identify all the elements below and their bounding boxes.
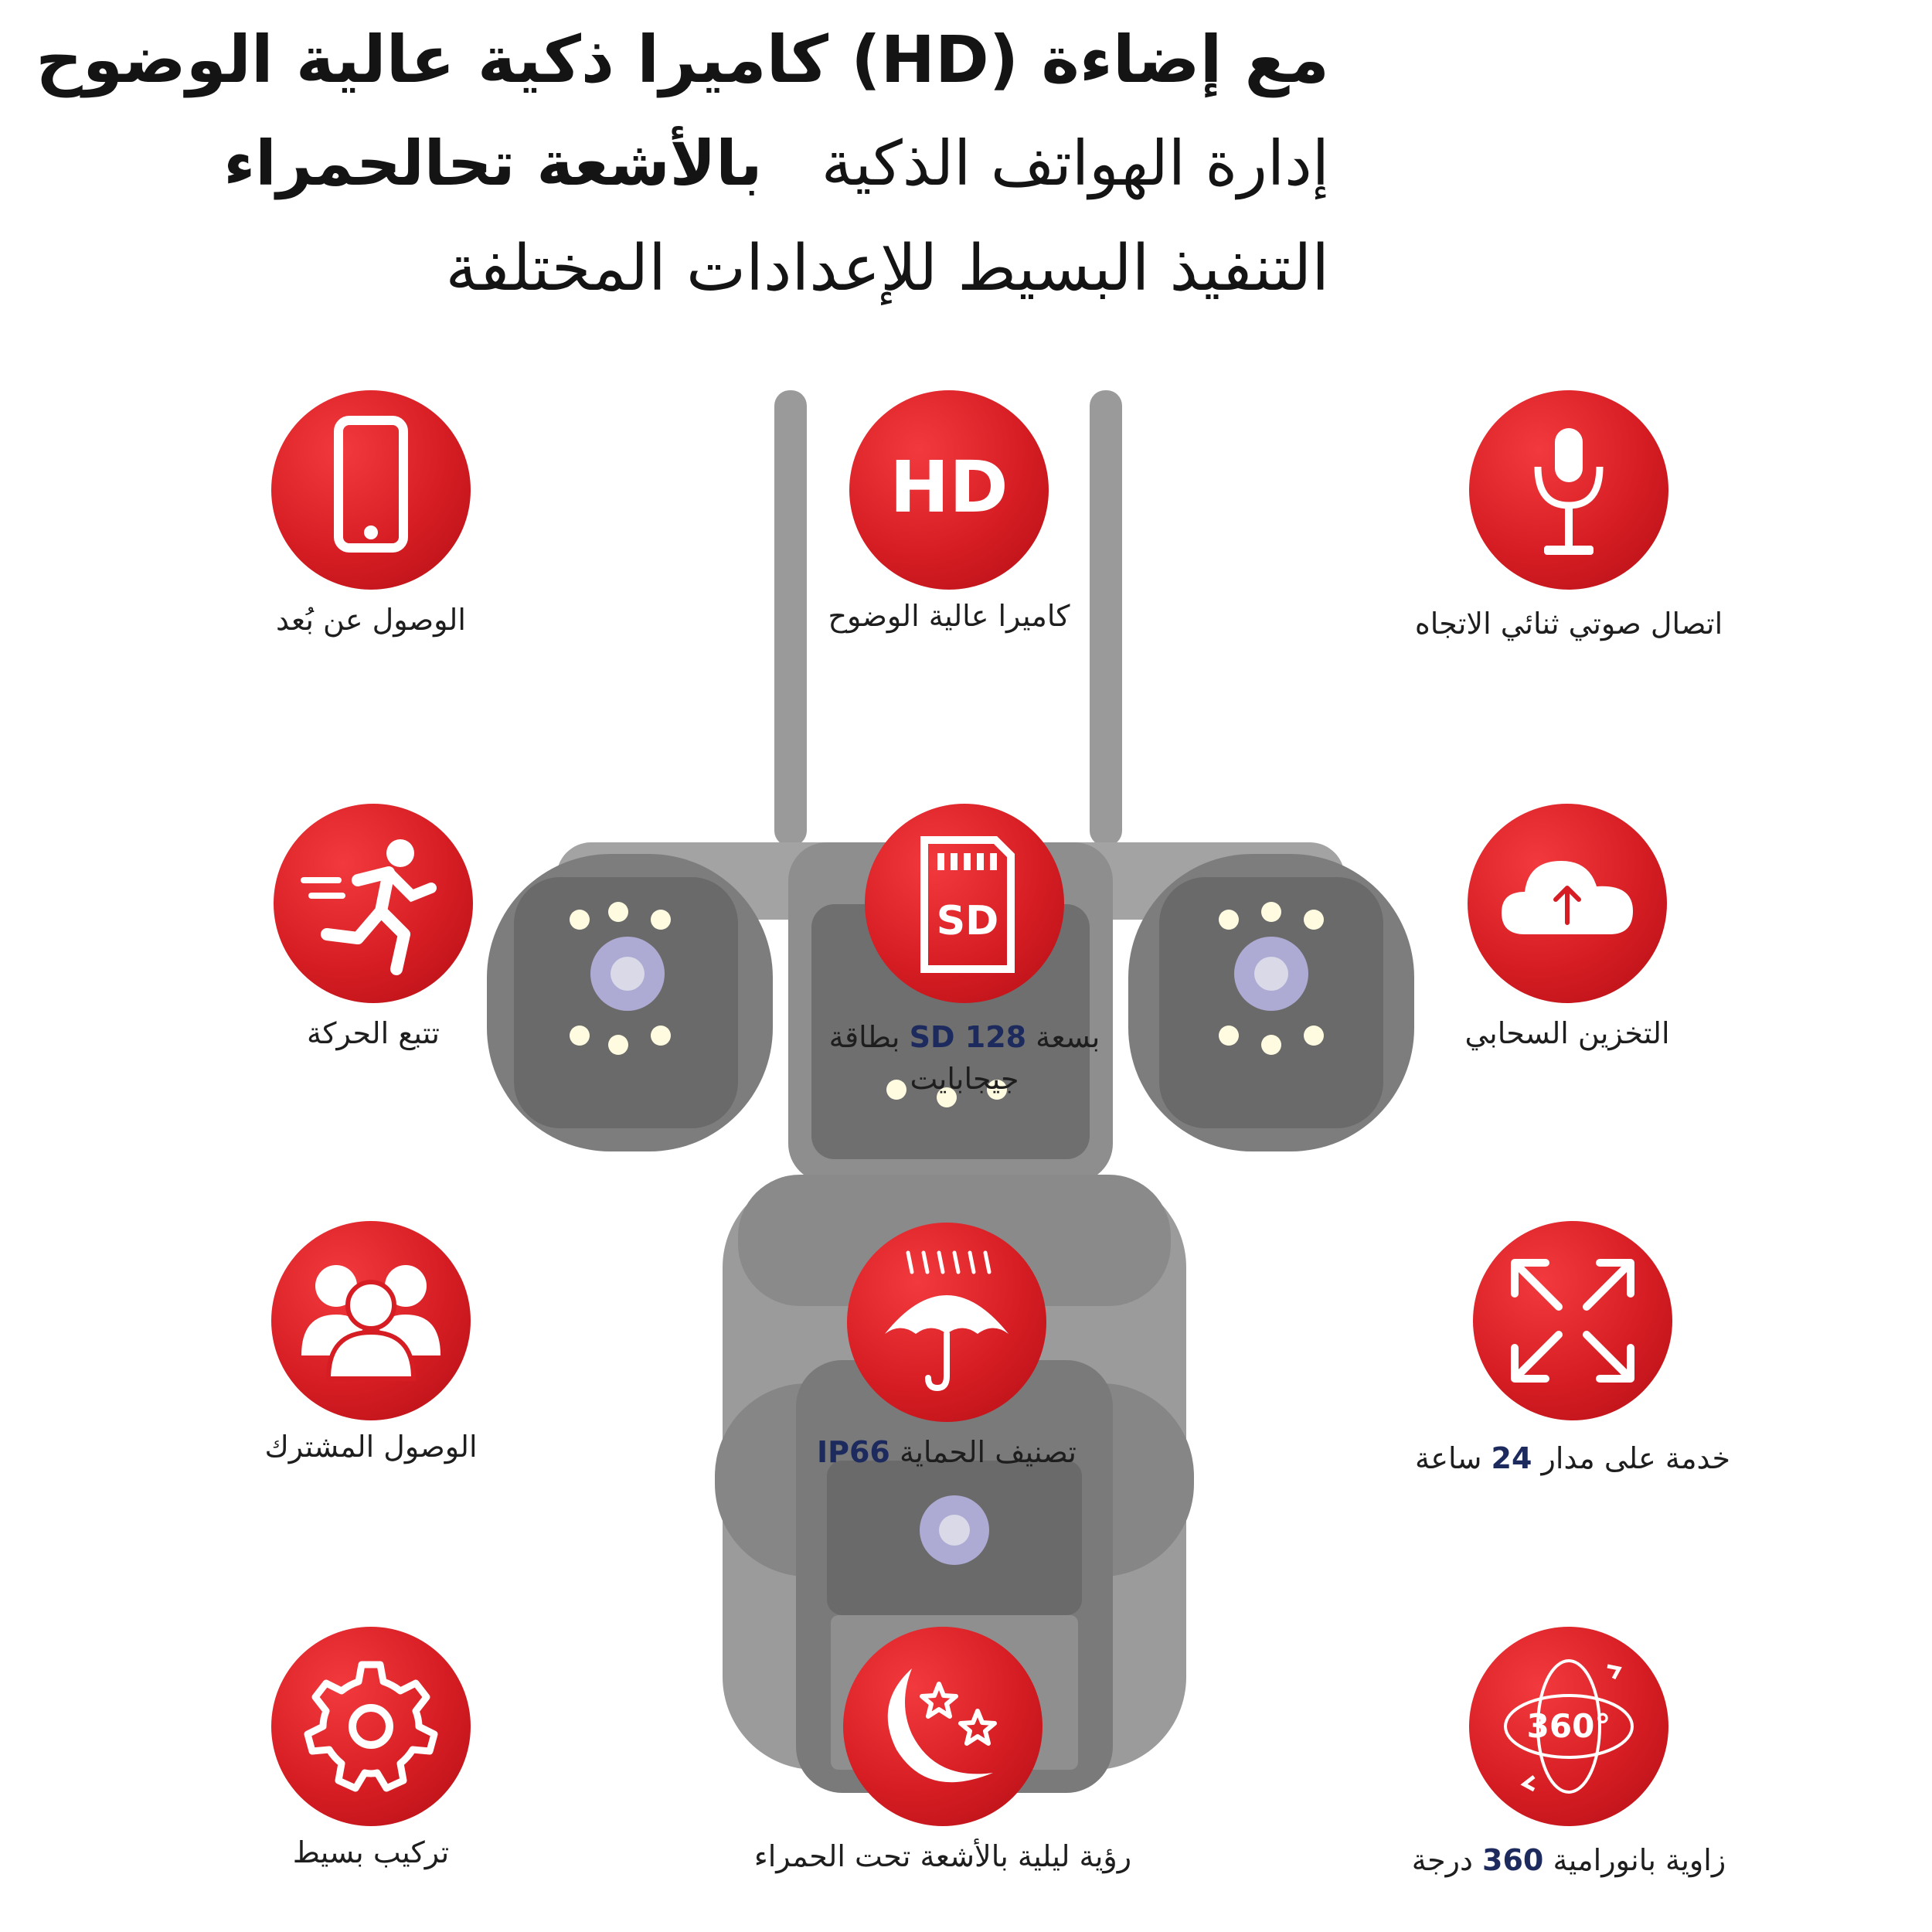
headline-subtitle-bold: بالأشعة تحالحمراء <box>223 128 763 199</box>
feature-label: الوصول عن بُعد <box>276 603 466 637</box>
feature-label <box>715 1431 1179 1473</box>
panorama-label-after: درجة <box>1411 1843 1473 1877</box>
feature-label: التخزين السحابي <box>1464 1016 1670 1050</box>
sd-icon-text: SD <box>936 898 999 944</box>
feature-label: الوصول المشترك <box>264 1430 478 1464</box>
feature-label <box>733 1016 1196 1100</box>
umbrella-rain-icon <box>869 1245 1024 1400</box>
feature-label: تتبع الحركة <box>307 1016 440 1050</box>
hd-icon <box>872 413 1026 567</box>
feature-label <box>1337 1839 1801 1881</box>
microphone-icon <box>1492 413 1646 567</box>
expand-arrows-icon <box>1495 1243 1650 1398</box>
panorama-label-before: زاوية بانورامية <box>1553 1843 1726 1877</box>
sd-label-number: SD 128 <box>909 1020 1027 1054</box>
panorama-label-number: 360 <box>1482 1843 1544 1877</box>
sd-label-before: بسعة <box>1036 1020 1100 1054</box>
cloud-upload-icon <box>1490 826 1645 981</box>
service-label-before: خدمة على مدار <box>1541 1441 1730 1475</box>
gear-icon <box>294 1649 448 1804</box>
sd-card-icon <box>887 826 1042 981</box>
feature-label: تركيب بسيط <box>292 1835 450 1869</box>
service-label-after: ساعة <box>1414 1441 1482 1475</box>
feature-label: اتصال صوتي ثنائي الاتجاه <box>1414 607 1723 641</box>
running-person-icon <box>296 826 451 981</box>
rotate-360-icon <box>1492 1649 1646 1804</box>
feature-label <box>1341 1437 1804 1479</box>
ip66-label-code: IP66 <box>816 1435 890 1469</box>
sd-label-line2: جيجابايت <box>910 1062 1019 1096</box>
hd-icon-text: HD <box>889 446 1009 529</box>
moon-stars-icon <box>866 1649 1020 1804</box>
headline-subtitle <box>31 128 1329 199</box>
service-label-number: 24 <box>1491 1441 1532 1475</box>
headline-tagline: التنفيذ البسيط للإعدادات المختلفة <box>445 232 1329 305</box>
feature-label: رؤية ليلية بالأشعة تحت الحمراء <box>753 1839 1132 1873</box>
smartphone-icon <box>294 413 448 567</box>
users-icon <box>294 1243 448 1398</box>
sd-label-after: بطاقة <box>828 1020 900 1054</box>
headline-subtitle-regular: إدارة الهواتف الذكية <box>821 128 1329 199</box>
deg-icon-text: 360° <box>1526 1707 1611 1745</box>
feature-label: كاميرا عالية الوضوح <box>828 599 1070 633</box>
ip66-label-before: تصنيف الحماية <box>899 1435 1077 1469</box>
headline-title: مع إضاءة (HD) كاميرا ذكية عالية الوضوح <box>36 22 1329 97</box>
